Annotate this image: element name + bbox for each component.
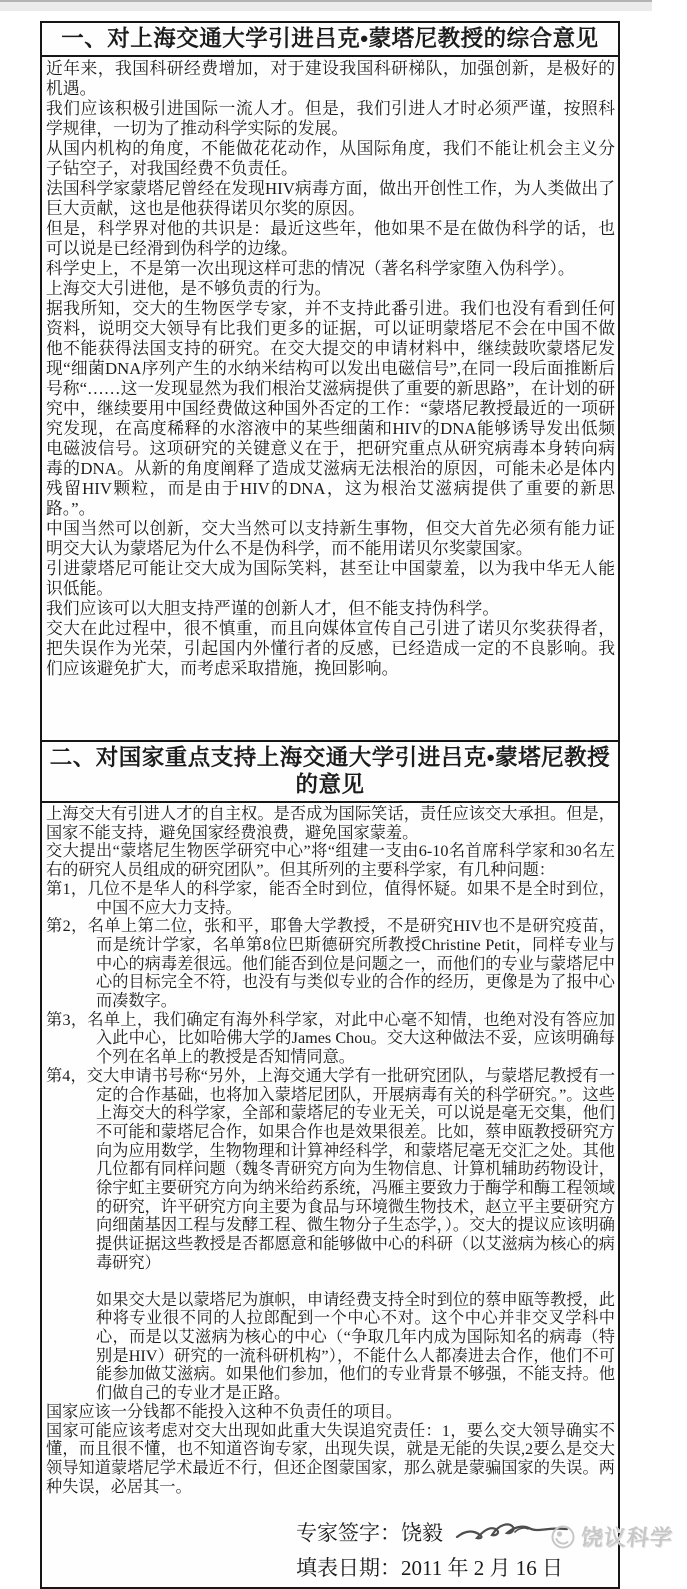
section1-title: 一、对上海交通大学引进吕克•蒙塔尼教授的综合意见 xyxy=(42,23,618,57)
section2-body xyxy=(42,803,618,1587)
paragraph: 国家应该一分钱都不能投入这种不负责任的项目。 xyxy=(46,1402,403,1421)
scan-edge-strip xyxy=(0,0,652,11)
followup-paragraph: 如果交大是以蒙塔尼为旗帜，申请经费支持全时到位的蔡申瓯等教授，此种将专业很不同的人拉郎配到一个中心不对。这个中心并非交叉学科中心，而是以艾滋病为核心的中心（“争取几年内成为国际知名的病毒（特别是HIV）研究的一流科研机构”），不能什么人都凑进去合作，他们不可能参加做艾滋病。如果他们参加，他们的专业背景不够强，不能支持。他们做自己的专业才是正路。 xyxy=(96,1290,615,1403)
paragraph: 中国当然可以创新，交大当然可以支持新生事物，但交大首先必须有能力证明交大认为蒙塔尼为什么不是伪科学，而不能用诺贝尔奖蒙国家。 xyxy=(46,519,615,558)
paragraph: 我们应该可以大胆支持严谨的创新人才，但不能支持伪科学。 xyxy=(46,599,500,618)
paragraph: 据我所知，交大的生物医学专家，并不支持此番引进。我们也没有看到任何资料，说明交大领导有比我们更多的证据，可以证明蒙塔尼不会在中国不做他不能获得法国支持的研究。在交大提交的申请材料中，继续鼓吹蒙塔尼发现“细菌DNA序列产生的水纳米结构可以发出电磁信号”,在同一段后面推断后号称“……这一发现显然为我们根治艾滋病提供了重要的新思路”，在计划的研究中，继续要用中国经费做这种国外否定的工作：“蒙塔尼教授最近的一项研究发现，在高度稀释的水溶液中的某些细菌和HIV的DNA能够诱导发出低频电磁波信号。这项研究的关键意义在于，把研究重点从研究病毒本身转向病毒的DNA。从新的角度阐释了造成艾滋病无法根治的原因，可能未必是体内残留HIV颗粒，而是由于HIV的DNA，这为根治艾滋病提供了重要的新思路。”。 xyxy=(46,299,615,518)
paragraph: 从国内机构的角度，不能做花花动作，从国际角度，我们不能让机会主义分子钻空子，对我国经费不负责任。 xyxy=(46,139,615,178)
item-number-label: 第3， xyxy=(46,1010,88,1029)
numbered-item xyxy=(46,1067,615,1273)
item-text: 几位不是华人的科学家，能否全时到位，值得怀疑。如果不是全时到位，中国不应大力支持。 xyxy=(87,879,616,917)
paragraph: 近年来，我国科研经费增加，对于建设我国科研梯队，加强创新，是极好的机遇。 xyxy=(46,59,615,98)
numbered-item xyxy=(46,917,615,1011)
signature-block xyxy=(46,1516,615,1584)
numbered-item xyxy=(46,1011,615,1067)
paragraph: 但是，科学界对他的共识是：最近这些年，他如果不是在做伪科学的话，也可以说是已经滑到伪科学的边缘。 xyxy=(46,219,615,258)
watermark xyxy=(550,1521,673,1552)
item-number-label: 第1， xyxy=(46,879,88,898)
paragraph: 引进蒙塔尼可能让交大成为国际笑料，甚至让中国蒙羞，以为我中华无人能识低能。 xyxy=(46,559,615,598)
item-text: 名单上第二位，张和平，耶鲁大学教授，不是研究HIV也不是研究疫苗，而是统计学家，名单第8位巴斯德研究所教授Christine Petit，同样专业与中心的病毒差很远。他们能否到位是问题之一，而他们的专业与蒙塔尼中心的目标完全不符，也没有与类似专业的合作的经历，更像是为了报中心而凑数字。 xyxy=(87,917,615,1011)
item-text: 交大申请书号称“另外，上海交通大学有一批研究团队，与蒙塔尼教授有一定的合作基础，也将加入蒙塔尼团队，开展病毒有关的科学研究。”。这些上海交大的科学家，全部和蒙塔尼的专业无关，可以说是毫无交集，他们不可能和蒙塔尼合作，如果合作也是效果很差。比如，蔡申瓯教授研究方向为应用数学，生物物理和计算神经科学，和蒙塔尼毫无交汇之处。其他几位都有同样问题（魏冬青研究方向为生物信息、计算机辅助药物设计，徐宇虹主要研究方向为纳米给药系统，冯雁主要致力于酶学和酶工程领域的研究，许平研究方向主要为食品与环境微生物技术，赵立平主要研究方向细菌基因工程与发酵工程、微生物分子生态学，）。交大的提议应该明确提供证据这些教授是否都愿意和能够做中心的科研（以艾滋病为核心的病毒研究） xyxy=(86,1066,616,1272)
item-number-label: 第4， xyxy=(46,1066,87,1085)
signature-name: 饶毅 xyxy=(401,1521,443,1546)
watermark-label: 饶议科学 xyxy=(579,1525,675,1550)
paragraph: 上海交大有引进人才的自主权。是否成为国际笑话，责任应该交大承担。但是，国家不能支持，避免国家经费浪费，避免国家蒙羞。 xyxy=(46,805,615,842)
raoyi-science-logo-icon xyxy=(550,1524,576,1550)
paragraph: 法国科学家蒙塔尼曾经在发现HIV病毒方面，做出开创性工作，为人类做出了巨大贡献，这也是他获得诺贝尔奖的原因。 xyxy=(46,179,615,218)
date-label: 填表日期： xyxy=(296,1555,401,1580)
date-value: 2011 年 2 月 16 日 xyxy=(401,1555,563,1580)
paragraph: 上海交大引进他，是不够负责的行为。 xyxy=(46,279,332,298)
document-table xyxy=(40,21,620,1589)
paragraph: 交大提出“蒙塔尼生物医学研究中心”将“组建一支由6-10名首席科学家和30名左右的研究人员组成的研究团队”。但其所列的主要科学家，有几种问题： xyxy=(46,842,615,880)
paragraph: 科学史上，不是第一次出现这样可悲的情况（著名科学家堕入伪科学）。 xyxy=(46,259,575,278)
blank-line xyxy=(46,1273,615,1291)
numbered-item xyxy=(46,880,615,917)
paragraph: 交大在此过程中，很不慎重，而且向媒体宣传自己引进了诺贝尔奖获得者，把失误作为光荣，引起国内外懂行者的反感，已经造成一定的不良影响。我们应该避免扩大，而考虑采取措施，挽回影响。 xyxy=(46,619,615,678)
signature-label: 专家签字： xyxy=(296,1521,401,1546)
section1-body xyxy=(42,57,618,742)
item-number-label: 第2， xyxy=(46,917,88,936)
paragraph: 我们应该积极引进国际一流人才。但是，我们引进人才时必须严谨，按照科学规律，一切为了推动科学实际的发展。 xyxy=(46,99,615,138)
paragraph: 国家可能应该考虑对交大出现如此重大失误追究责任：1，要么交大领导确实不懂，而且很不懂，也不知道咨询专家，出现失误，就是无能的失误,2要么是交大领导知道蒙塔尼学术最近不行，但还企图蒙国家，那么就是蒙骗国家的失误。两种失误，必居其一。 xyxy=(46,1421,615,1496)
section2-title: 二、对国家重点支持上海交通大学引进吕克•蒙塔尼教授的意见 xyxy=(42,742,618,803)
item-text: 名单上，我们确定有海外科学家，对此中心毫不知情，也绝对没有答应加入此中心，比如哈佛大学的James Chou。交大这种做法不妥，应该明确每个列在名单上的教授是否知情同意。 xyxy=(87,1010,616,1067)
date-line xyxy=(296,1551,615,1585)
